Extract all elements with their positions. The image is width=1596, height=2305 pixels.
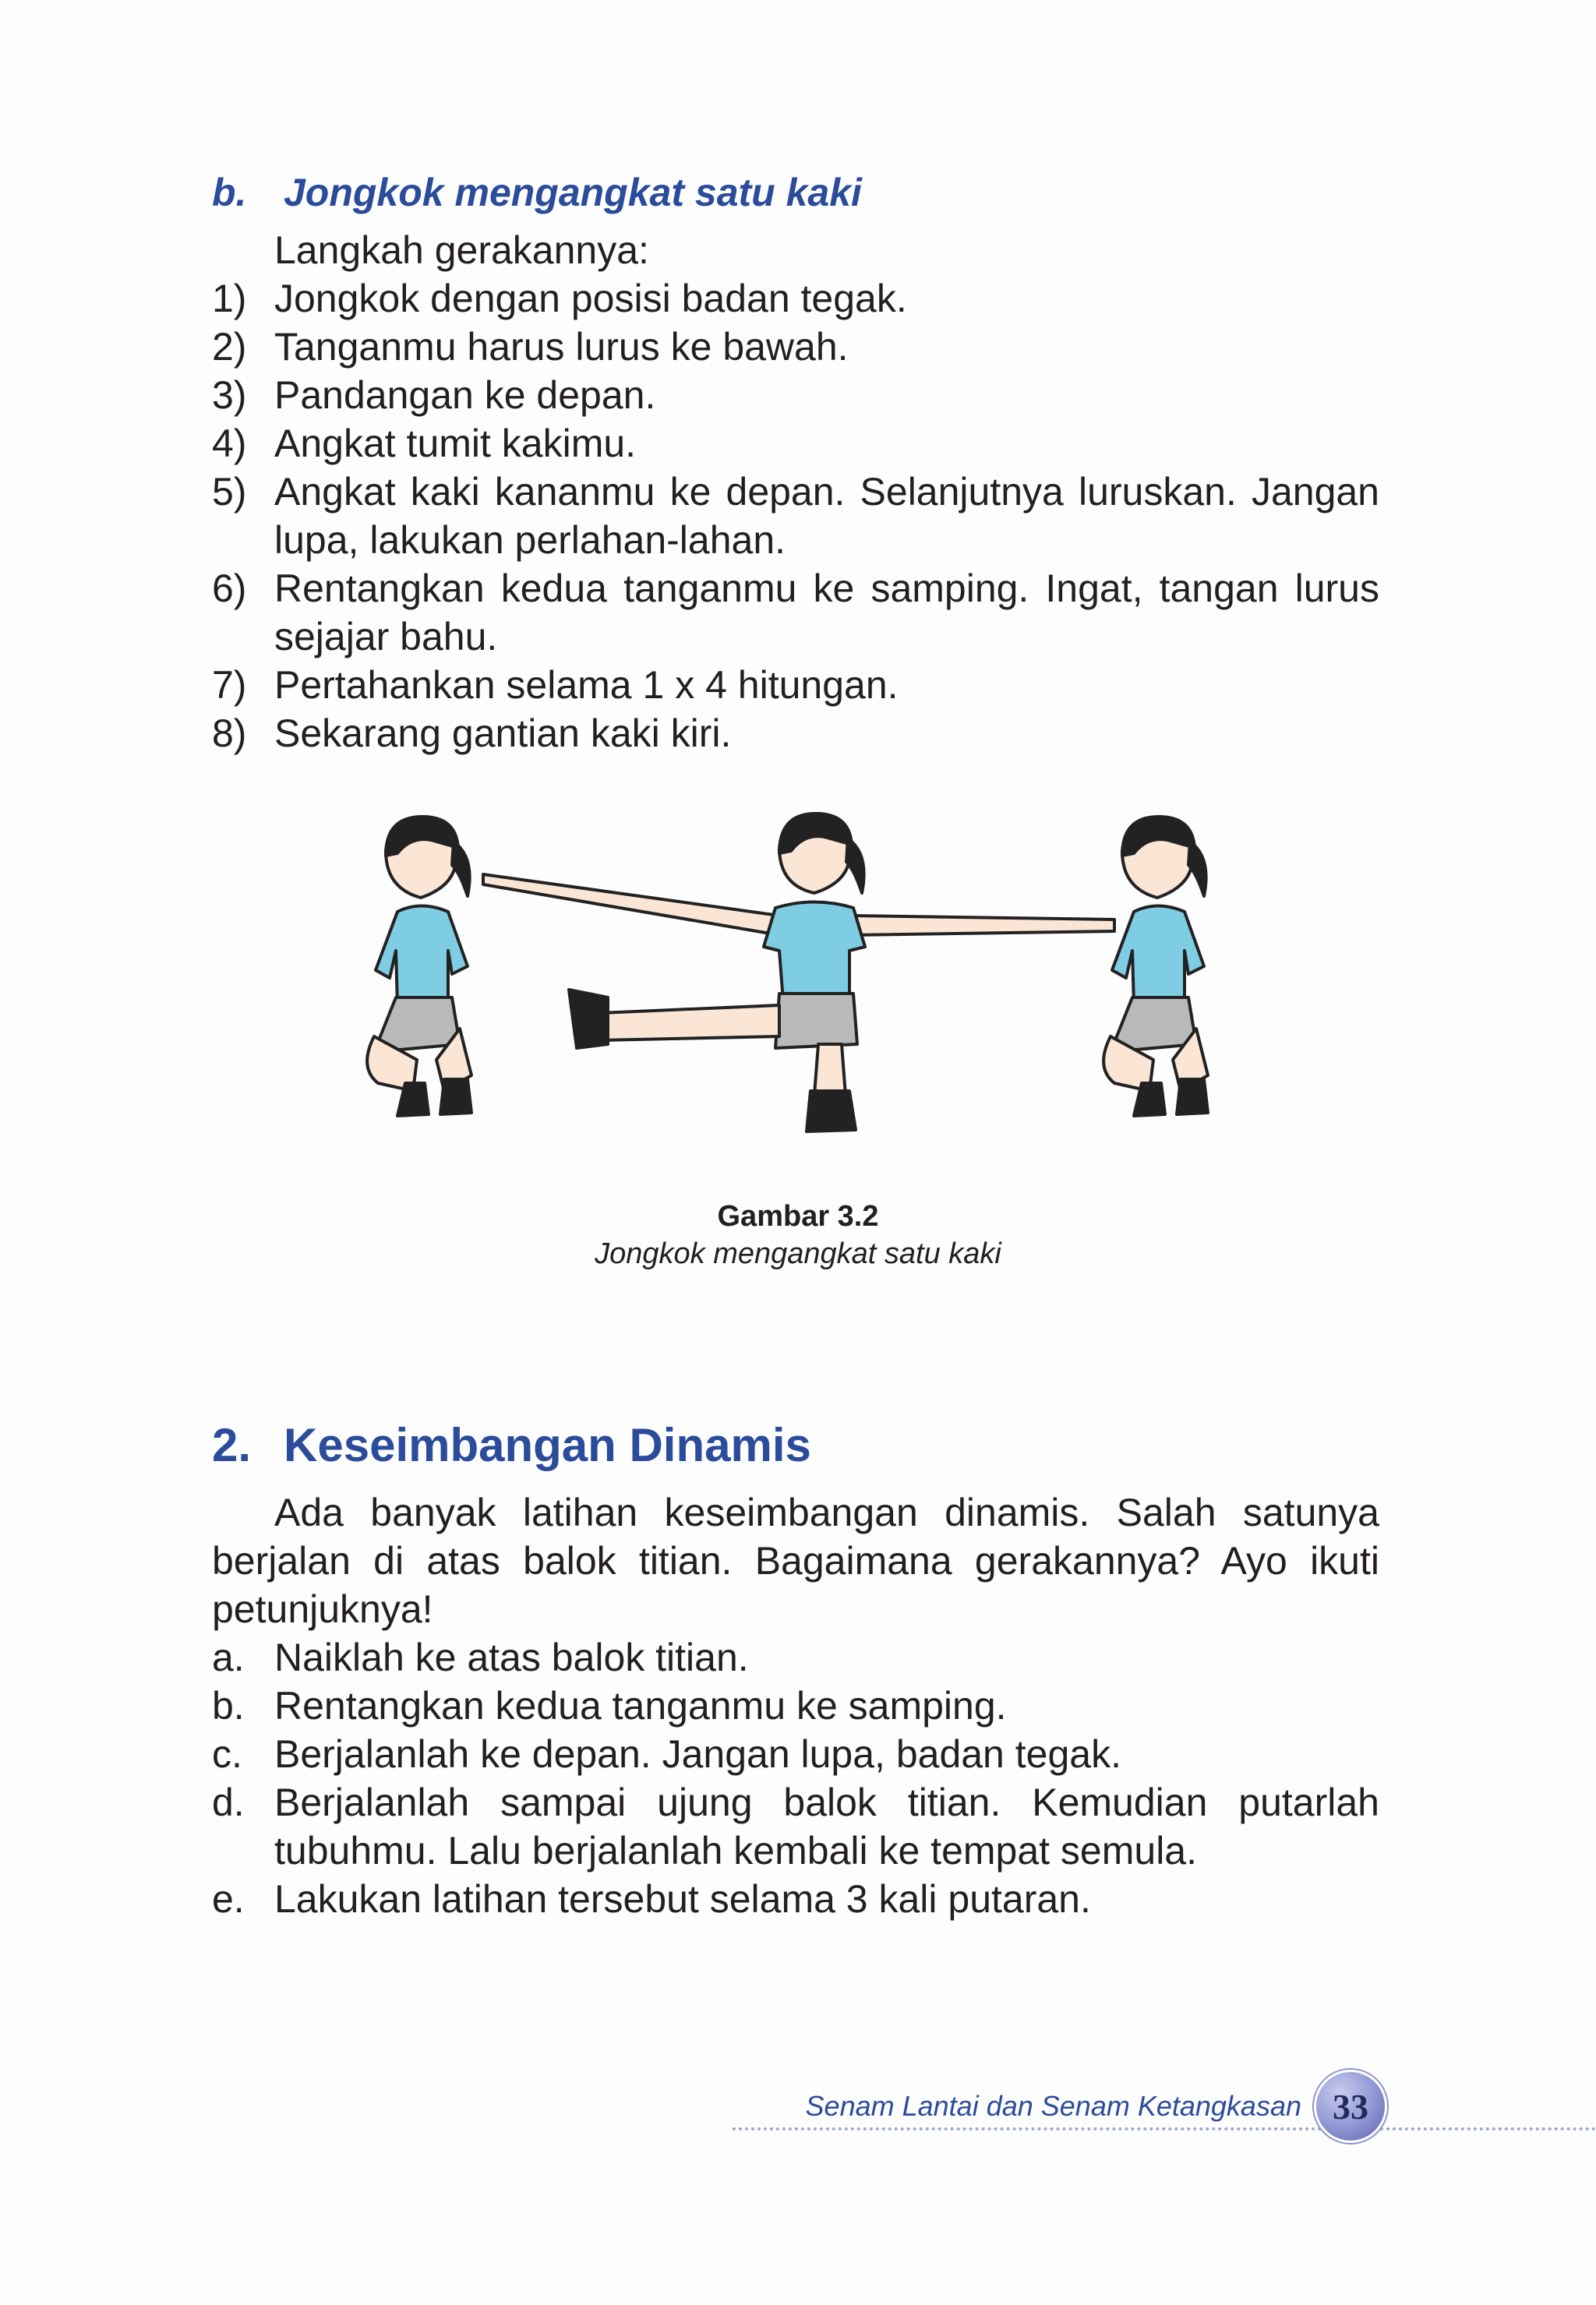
list-letter: e. bbox=[212, 1877, 245, 1921]
list-number: 3) bbox=[212, 373, 247, 417]
list-text: Rentangkan kedua tanganmu ke samping. bbox=[274, 1684, 1007, 1728]
footer-divider bbox=[733, 2127, 1596, 2130]
list-number: 6) bbox=[212, 567, 247, 610]
list-number: 8) bbox=[212, 711, 247, 755]
subsection-title: Jongkok mengangkat satu kaki bbox=[284, 171, 862, 214]
list-letter: a. bbox=[212, 1636, 245, 1679]
list-text: Rentangkan kedua tanganmu ke samping. Ingat, tangan lurus sejajar bahu. bbox=[274, 567, 1379, 658]
list-text: Pertahankan selama 1 x 4 hitungan. bbox=[274, 663, 899, 707]
list-item bbox=[212, 1730, 1379, 1778]
list-item bbox=[212, 468, 1379, 564]
list-item bbox=[212, 1633, 1379, 1682]
list-letter: d. bbox=[212, 1781, 245, 1824]
squat-steps-list bbox=[212, 274, 1379, 757]
list-text: Jongkok dengan posisi badan tegak. bbox=[274, 277, 907, 320]
list-text: Naiklah ke atas balok titian. bbox=[274, 1636, 749, 1679]
list-text: Angkat kaki kananmu ke depan. Selanjutnya luruskan. Jangan lupa, lakukan perlahan-lahan. bbox=[274, 470, 1379, 562]
list-number: 7) bbox=[212, 663, 247, 707]
list-text: Berjalanlah ke depan. Jangan lupa, badan tegak. bbox=[274, 1732, 1121, 1776]
list-item bbox=[212, 661, 1379, 709]
list-item bbox=[212, 709, 1379, 757]
list-number: 4) bbox=[212, 422, 247, 465]
squat-illustration bbox=[343, 810, 1262, 1184]
list-number: 1) bbox=[212, 277, 247, 320]
list-item bbox=[212, 564, 1379, 661]
page-number-badge: 33 bbox=[1314, 2070, 1387, 2143]
list-item bbox=[212, 1875, 1379, 1923]
figure-label: Gambar 3.2 bbox=[717, 1200, 879, 1233]
list-text: Berjalanlah sampai ujung balok titian. Kemudian putarlah tubuhmu. Lalu berjalanlah kembali ke tempat semula. bbox=[274, 1781, 1379, 1873]
figure-caption: Jongkok mengangkat satu kaki bbox=[595, 1237, 1001, 1270]
list-text: Tanganmu harus lurus ke bawah. bbox=[274, 325, 849, 369]
list-item bbox=[212, 274, 1379, 323]
section-paragraph: Ada banyak latihan keseimbangan dinamis. Salah satunya berjalan di atas balok titian. Bagaimana gerakannya? Ayo ikuti petunjuknya! bbox=[212, 1491, 1379, 1631]
girl-squatting-right bbox=[1103, 817, 1208, 1116]
list-item bbox=[212, 1778, 1379, 1875]
list-item bbox=[212, 323, 1379, 371]
list-letter: b. bbox=[212, 1684, 245, 1728]
list-text: Pandangan ke depan. bbox=[274, 373, 656, 417]
list-item bbox=[212, 1682, 1379, 1730]
running-footer-title: Senam Lantai dan Senam Ketangkasan bbox=[805, 2090, 1301, 2122]
girl-leg-extended bbox=[483, 814, 1114, 1131]
list-number: 2) bbox=[212, 325, 247, 369]
subsection-letter: b. bbox=[212, 171, 247, 214]
list-text: Lakukan latihan tersebut selama 3 kali putaran. bbox=[274, 1877, 1091, 1921]
balance-beam-steps-list bbox=[212, 1633, 1379, 1923]
list-text: Sekarang gantian kaki kiri. bbox=[274, 711, 732, 755]
list-text: Angkat tumit kakimu. bbox=[274, 422, 637, 465]
subsection-heading bbox=[212, 170, 862, 215]
list-item bbox=[212, 419, 1379, 468]
list-number: 5) bbox=[212, 470, 247, 514]
list-item bbox=[212, 371, 1379, 419]
list-letter: c. bbox=[212, 1732, 242, 1776]
section-number: 2. bbox=[212, 1419, 252, 1471]
steps-intro: Langkah gerakannya: bbox=[274, 228, 649, 272]
girl-squatting-left bbox=[367, 817, 471, 1116]
section-title: Keseimbangan Dinamis bbox=[284, 1419, 811, 1471]
section-heading bbox=[212, 1418, 811, 1472]
